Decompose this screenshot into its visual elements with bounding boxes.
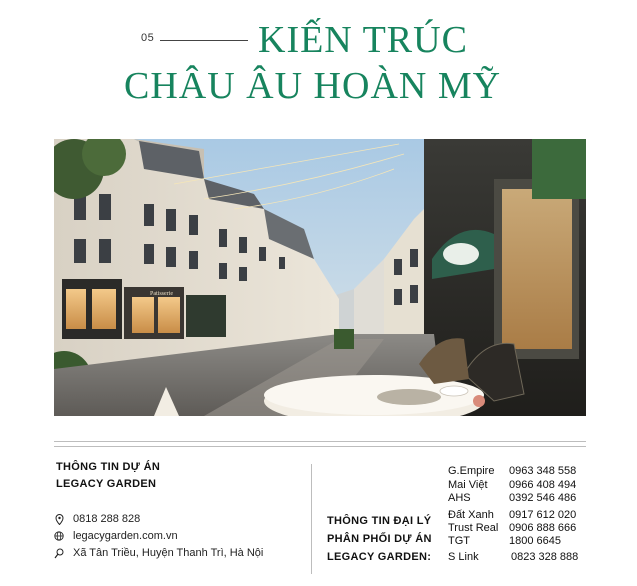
location-pin-icon [54,513,64,525]
agent-heading-line3: LEGACY GARDEN: [327,551,432,563]
globe-icon [54,530,64,542]
footer-divider-bottom [54,446,586,447]
agent-name: Trust Real [448,522,499,534]
agent-name: Đất Xanh [448,509,494,521]
section-number: 05 [141,32,155,44]
project-name-heading: LEGACY GARDEN [56,478,157,490]
hero-image [54,139,586,416]
footer-divider-top [54,441,586,442]
section-divider [160,40,248,41]
agent-name: AHS [448,492,471,504]
website-link: legacygarden.com.vn [73,530,178,542]
phone-number: 0818 288 828 [73,513,141,525]
project-info-heading: THÔNG TIN DỰ ÁN [56,461,161,473]
agent-phone[interactable]: 0966 408 494 [509,479,577,491]
agent-name: TGT [448,535,470,547]
contact-phone[interactable] [54,513,140,525]
contact-website[interactable] [54,530,178,542]
column-divider [311,464,312,574]
page-title-line1: KIẾN TRÚC [258,19,468,61]
agent-name: Mai Việt [448,479,488,491]
agent-heading-line2: PHÂN PHỐI DỰ ÁN [327,533,432,545]
agent-phone[interactable]: 0963 348 558 [509,465,577,477]
agent-phone[interactable]: 0392 546 486 [509,492,577,504]
page-title-line2: CHÂU ÂU HOÀN MỸ [124,65,502,107]
agent-phone[interactable]: 0917 612 020 [509,509,577,521]
agent-phone[interactable]: 0906 888 666 [509,522,577,534]
address-text: Xã Tân Triều, Huyện Thanh Trì, Hà Nội [73,547,264,559]
shop-sign: Patisserie [150,291,173,297]
agent-phone[interactable]: 1800 6645 [509,535,561,547]
agent-name: S Link [448,551,479,563]
contact-address [54,547,263,559]
agent-heading-line1: THÔNG TIN ĐẠI LÝ [327,515,432,527]
agent-name: G.Empire [448,465,495,477]
agent-phone[interactable]: 0823 328 888 [511,551,579,563]
map-pointer-icon [54,547,64,559]
